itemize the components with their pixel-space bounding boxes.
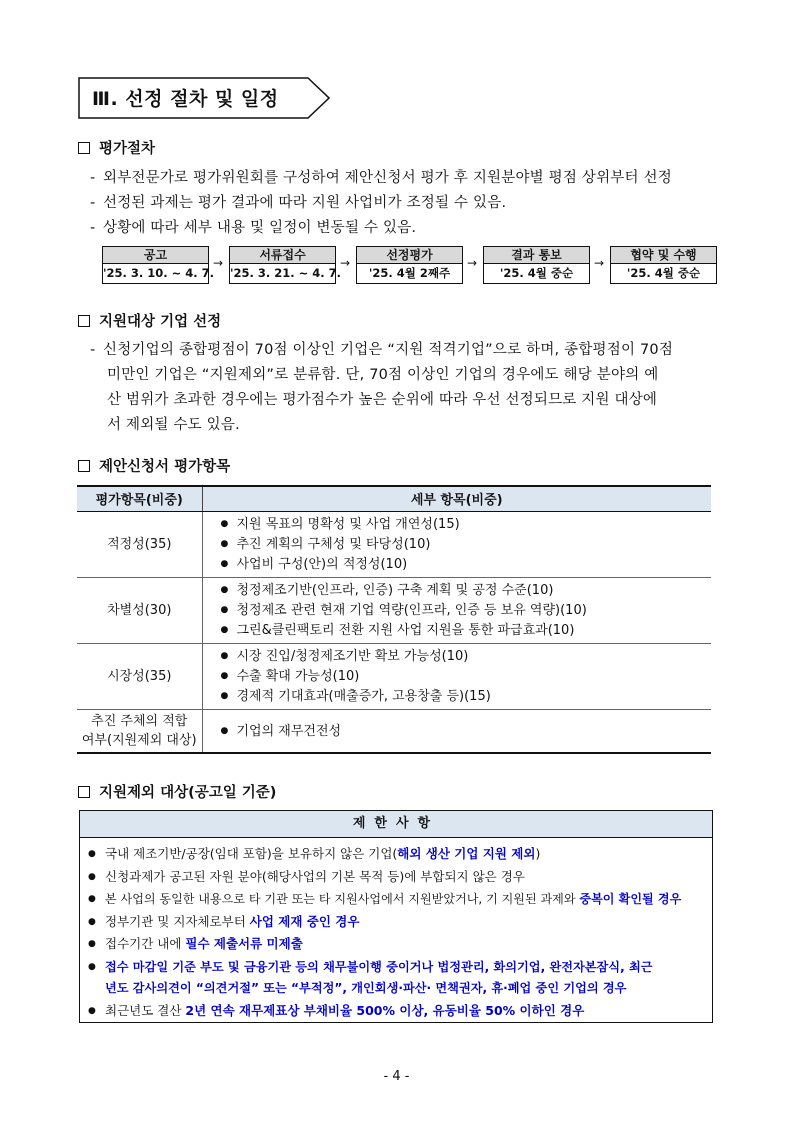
checkbox-square-icon [78,786,90,798]
selection-line: 서 제외될 수도 있음. [107,417,240,433]
restriction-item: ● 신청과제가 공고된 자원 분야(해당사업의 기본 목적 등)에 부합되지 않은 경우 [80,866,712,889]
criteria-items [202,643,711,709]
table-row [77,511,711,577]
flow-step-label: 서류접수 [230,247,335,264]
restriction-box [79,810,713,1023]
arrow-right-icon: → [594,256,605,270]
list-item: ● 시장 진입/청정제조기반 확보 가능성(10) [221,646,712,666]
list-item: ● 청정제조기반(인프라, 인증) 구축 계획 및 공정 수준(10) [221,580,712,600]
criteria-category: 시장성(35) [77,643,202,709]
criteria-items [202,709,711,753]
selection-line: 산 범위가 초과한 경우에는 평가점수가 높은 순위에 따라 우선 선정되므로 지원 대상에 [107,392,658,408]
restriction-item: ● 최근년도 결산 2년 연속 재무제표상 부채비율 500% 이상, 유동비율 50% 이하인 경우 [80,1000,712,1023]
criteria-category: 추진 주체의 적합 여부(지원제외 대상) [77,709,202,753]
section-title: Ⅲ. 선정 절차 및 일정 [92,88,279,110]
arrow-right-icon: → [467,256,478,270]
bullet-icon: ● [88,916,96,927]
bullet-icon: ● [88,1005,96,1016]
flow-step-date: '25. 4월 중순 [499,266,574,280]
checkbox-square-icon [78,315,90,327]
restriction-item: ● 접수기간 내에 필수 제출서류 미제출 [80,933,712,956]
flow-step-date: '25. 3. 21. ~ 4. 7. [230,266,342,280]
restriction-item: ● 접수 마감일 기준 부도 및 금융기관 등의 채무불이행 중이거나 법정관리, 화의기업, 완전자본잠식, 최근 년도 감사의견이 “의견거절” 또는 “부적정”, 개인회생·파산· 면책권자, 휴·폐업 중인 기업의 경우 [80,956,712,1000]
restriction-item: ● 정부기관 및 지자체로부터 사업 제재 중인 경우 [80,911,712,934]
flow-step-label: 협약 및 수행 [611,247,716,264]
section-title-box [78,77,330,119]
restriction-item: ● 국내 제조기반/공장(임대 포함)을 보유하지 않은 기업(해외 생산 기업 지원 제외) [80,843,712,866]
criteria-table [77,485,711,754]
flow-step [229,246,342,284]
list-item: ● 지원 목표의 명확성 및 사업 개연성(15) [221,514,712,534]
list-item: ● 그린&클린팩토리 전환 지원 사업 지원을 통한 파급효과(10) [221,620,712,640]
list-item: ● 사업비 구성(안)의 적정성(10) [221,554,712,574]
column-header: 세부 항목(비중) [202,486,711,511]
criteria-category: 적정성(35) [77,511,202,577]
flow-step [102,246,215,284]
flow-step-date: '25. 4월 중순 [626,266,701,280]
list-item: ● 추진 계획의 구체성 및 타당성(10) [221,534,712,554]
flow-step-label: 선정평가 [357,247,462,264]
schedule-flow [102,246,718,284]
flow-step-date: '25. 4월 2째주 [368,266,451,280]
bullet-icon: ● [88,939,96,949]
procedure-line: - 상황에 따라 세부 내용 및 일정이 변동될 수 있음. [90,220,417,236]
column-header: 평가항목(비중) [77,486,202,511]
exclusion-heading: 지원제외 대상(공고일 기준) [78,781,276,802]
arrow-right-icon: → [213,256,224,270]
restriction-box-title: 제한사항 [80,811,712,838]
list-item: ● 청정제조 관련 현재 기업 역량(인프라, 인증 등 보유 역량)(10) [221,600,712,620]
bullet-icon: ● [88,849,96,859]
procedure-line: - 선정된 과제는 평가 결과에 따라 지원 사업비가 조정될 수 있음. [90,195,507,211]
flow-step [483,246,590,284]
table-row [77,709,711,753]
list-item: ● 기업의 재무건전성 [221,721,712,741]
flow-step-date: '25. 3. 10. ~ 4. 7. [103,266,215,280]
criteria-items [202,577,711,643]
procedure-line: - 외부전문가로 평가위원회를 구성하여 제안신청서 평가 후 지원분야별 평점 상위부터 선정 [90,170,672,186]
checkbox-square-icon [78,460,90,472]
eval-procedure-heading: 평가절차 [78,137,155,158]
arrow-right-icon: → [340,256,351,270]
table-header-row [77,486,711,511]
flow-step-label: 공고 [103,247,208,264]
criteria-heading: 제안신청서 평가항목 [78,455,230,476]
flow-step [356,246,463,284]
bullet-icon: ● [88,894,96,904]
bullet-icon: ● [88,871,96,882]
table-row [77,643,711,709]
table-row [77,577,711,643]
criteria-items [202,511,711,577]
bullet-icon: ● [88,961,96,972]
flow-step [610,246,717,284]
criteria-category: 차별성(30) [77,577,202,643]
selection-line: 미만인 기업은 “지원제외”로 분류함. 단, 70점 이상인 기업의 경우에도 해당 분야의 예 [107,367,659,383]
checkbox-square-icon [78,142,90,154]
restriction-item: ● 본 사업의 동일한 내용으로 타 기관 또는 타 지원사업에서 지원받았거나, 기 지원된 과제와 중복이 확인될 경우 [80,888,712,911]
page-number: - 4 - [383,1069,410,1084]
list-item: ● 경제적 기대효과(매출증가, 고용창출 등)(15) [221,686,712,706]
flow-step-label: 결과 통보 [484,247,589,264]
selection-heading: 지원대상 기업 선정 [78,310,221,331]
list-item: ● 수출 확대 가능성(10) [221,666,712,686]
selection-line: - 신청기업의 종합평점이 70점 이상인 기업은 “지원 적격기업”으로 하며, 종합평점이 70점 [90,342,674,358]
